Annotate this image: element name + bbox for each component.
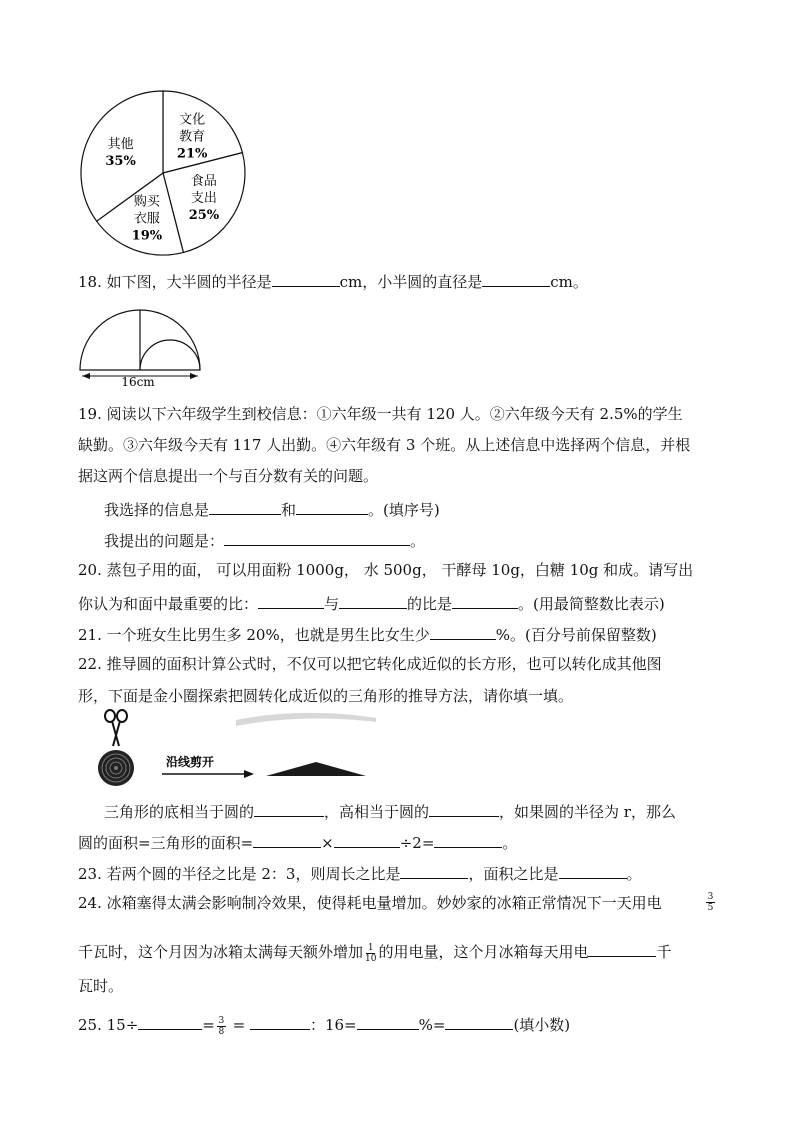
small-semicircle bbox=[140, 340, 200, 370]
torn-paper-edge bbox=[236, 713, 376, 726]
pie-label-food-0: 食品 bbox=[190, 174, 217, 190]
q23-blank-area[interactable] bbox=[559, 862, 627, 879]
q20-blank-2[interactable] bbox=[339, 592, 407, 609]
q18-unit-a: cm，小半圆的直径是 bbox=[339, 273, 483, 291]
dimension-arrow-left bbox=[82, 373, 90, 379]
q25-blank-4[interactable] bbox=[445, 1013, 513, 1030]
arrow-head-icon bbox=[244, 770, 254, 778]
q21-text-b: %。(百分号前保留整数) bbox=[495, 626, 657, 644]
pie-label-other-1: 35% bbox=[105, 153, 136, 169]
q20-line-1: 20. 蒸包子用的面， 可以用面粉 1000g， 水 500g， 干酵母 10g，白糖 10g 和成。请写出 bbox=[78, 561, 694, 579]
semicircle-figure bbox=[76, 306, 206, 388]
q22-blank-6[interactable] bbox=[434, 831, 502, 848]
circle-to-triangle-illustration bbox=[86, 708, 376, 788]
q22-blank-base[interactable] bbox=[254, 800, 324, 817]
dimension-arrow-right bbox=[190, 373, 198, 379]
q25-frac-num: 3 bbox=[218, 1015, 225, 1026]
q25-fraction bbox=[217, 1016, 226, 1037]
q24-line2-a: 千瓦时，这个月因为冰箱太满每天额外增加 bbox=[78, 943, 364, 961]
q24-frac2-den: 10 bbox=[365, 953, 377, 964]
q24-blank[interactable] bbox=[588, 940, 656, 957]
question-21 bbox=[78, 623, 657, 645]
q24-frac1-num: 3 bbox=[707, 892, 714, 902]
q22-blank-height[interactable] bbox=[429, 800, 499, 817]
q22-line3-c: ，如果圆的半径为 r，那么 bbox=[499, 803, 676, 821]
q23-text-c: 。 bbox=[626, 865, 642, 883]
q22-blank-5[interactable] bbox=[334, 831, 400, 848]
question-23 bbox=[78, 862, 642, 884]
q25-blank-3[interactable] bbox=[357, 1013, 419, 1030]
q19-line5-b: 。 bbox=[410, 532, 426, 550]
pie-label-clothing-1: 衣服 bbox=[133, 211, 160, 227]
q25-text-a: 25. 15÷ bbox=[78, 1016, 139, 1034]
question-18 bbox=[78, 270, 588, 292]
q19-line5-a: 我提出的问题是： bbox=[104, 532, 225, 550]
q20-line2-d: 。(用最简整数比表示) bbox=[518, 595, 665, 613]
q20-blank-1[interactable] bbox=[258, 592, 324, 609]
q19-line-2: 缺勤。③六年级今天有 117 人出勤。④六年级有 3 个班。从上述信息中选择两个信息，并根 bbox=[78, 436, 691, 454]
concentric-circle-icon bbox=[98, 750, 134, 786]
q19-line4-b: 和 bbox=[281, 501, 297, 519]
q19-blank-info-2[interactable] bbox=[296, 498, 368, 515]
pie-label-culture-education-2: 21% bbox=[176, 146, 208, 162]
dimension-label: 16cm bbox=[121, 375, 155, 388]
q24-line2-b: 的用电量，这个月冰箱每天用电 bbox=[378, 943, 589, 961]
q24-line-1 bbox=[78, 893, 662, 913]
q24-line-2 bbox=[78, 940, 672, 964]
q19-line-1: 19. 阅读以下六年级学生到校信息：①六年级一共有 120 人。②六年级今天有 2.5%的学生 bbox=[78, 405, 683, 423]
q19-line4-c: 。(填序号) bbox=[368, 501, 440, 519]
q24-line2-c: 千 bbox=[656, 943, 672, 961]
question-25 bbox=[78, 1013, 570, 1037]
pie-label-clothing-2: 19% bbox=[131, 228, 163, 244]
q19-blank-question[interactable] bbox=[224, 529, 410, 546]
q25-blank-2[interactable] bbox=[250, 1013, 310, 1030]
q22-line4-d: 。 bbox=[502, 834, 518, 852]
q18-text-a: 18. 如下图，大半圆的半径是 bbox=[78, 273, 272, 291]
q19-line-3: 据这两个信息提出一个与百分数有关的问题。 bbox=[78, 467, 379, 485]
q25-text-d: ：16= bbox=[309, 1016, 357, 1034]
q24-frac2-num: 1 bbox=[367, 942, 374, 953]
q25-blank-1[interactable] bbox=[138, 1013, 202, 1030]
pie-label-culture-education-1: 教育 bbox=[179, 129, 206, 145]
q20-blank-ratio[interactable] bbox=[452, 592, 518, 609]
pie-label-culture-education-0: 文化 bbox=[179, 112, 206, 128]
scissors-icon bbox=[105, 710, 127, 746]
pie-label-other-0: 其他 bbox=[107, 136, 134, 152]
q19-line-4 bbox=[104, 498, 440, 520]
q22-line-2: 形，下面是金小圈探索把圆转化成近似的三角形的推导方法，请你填一填。 bbox=[78, 687, 574, 705]
pie-label-food-1: 支出 bbox=[190, 191, 217, 207]
q22-line4-b: × bbox=[321, 834, 334, 852]
q25-text-c: = bbox=[227, 1016, 250, 1034]
q21-text-a: 21. 一个班女生比男生多 20%，也就是男生比女生少 bbox=[78, 626, 430, 644]
q25-text-b: = bbox=[202, 1016, 215, 1034]
q23-text-a: 23. 若两个圆的半径之比是 2：3，则周长之比是 bbox=[78, 865, 401, 883]
q22-line-3 bbox=[104, 800, 676, 822]
pie-slices bbox=[81, 91, 245, 255]
q22-line3-b: ，高相当于圆的 bbox=[324, 803, 430, 821]
q22-line4-a: 圆的面积=三角形的面积= bbox=[78, 834, 254, 852]
q22-line4-c: ÷2= bbox=[399, 834, 435, 852]
q22-line-1: 22. 推导圆的面积计算公式时，不仅可以把它转化成近似的长方形，也可以转化成其他图 bbox=[78, 655, 662, 673]
q22-line3-a: 三角形的底相当于圆的 bbox=[104, 803, 255, 821]
q19-line-5 bbox=[104, 529, 425, 551]
q24-line1-text: 24. 冰箱塞得太满会影响制冷效果，使得耗电量增加。妙妙家的冰箱正常情况下一天用电 bbox=[78, 894, 662, 912]
q25-text-f: (填小数) bbox=[513, 1016, 571, 1034]
pie-label-food-2: 25% bbox=[188, 208, 220, 224]
arrow-label: 沿线剪开 bbox=[165, 755, 215, 769]
q24-frac1-den: 5 bbox=[707, 903, 714, 913]
q20-line2-c: 的比是 bbox=[407, 595, 453, 613]
q24-line-3: 瓦时。 bbox=[78, 977, 124, 995]
q24-fraction-1 bbox=[706, 892, 715, 913]
q23-text-b: ，面积之比是 bbox=[468, 865, 559, 883]
q20-line-2 bbox=[78, 592, 665, 614]
q20-line2-b: 与 bbox=[324, 595, 340, 613]
q22-line-4 bbox=[78, 831, 517, 853]
q18-blank-radius[interactable] bbox=[272, 270, 340, 287]
q25-text-e: %= bbox=[418, 1016, 446, 1034]
q19-blank-info-1[interactable] bbox=[209, 498, 281, 515]
q18-blank-diameter[interactable] bbox=[482, 270, 550, 287]
q25-frac-den: 8 bbox=[218, 1026, 225, 1037]
pie-label-clothing-0: 购买 bbox=[133, 194, 160, 210]
q19-line4-a: 我选择的信息是 bbox=[104, 501, 210, 519]
q20-line2-a: 你认为和面中最重要的比： bbox=[78, 595, 259, 613]
q24-fraction-2 bbox=[365, 943, 376, 964]
pie-chart bbox=[78, 88, 248, 258]
triangle-shape bbox=[266, 762, 366, 776]
q18-unit-b: cm。 bbox=[550, 273, 588, 291]
q23-blank-perimeter[interactable] bbox=[400, 862, 468, 879]
q22-blank-4[interactable] bbox=[253, 831, 321, 848]
q21-blank[interactable] bbox=[430, 623, 496, 640]
